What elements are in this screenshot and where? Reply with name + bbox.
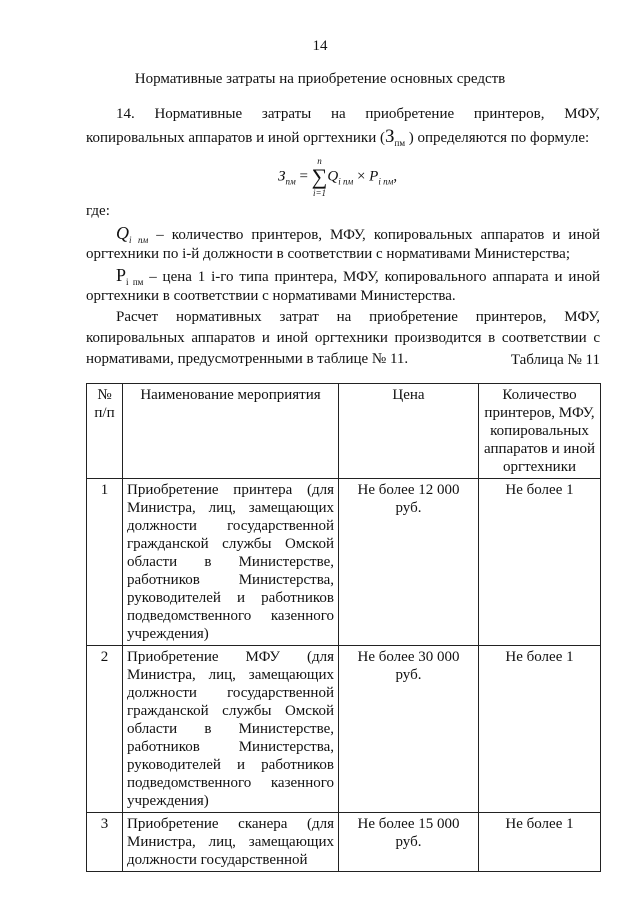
def-p-line-2: оргтехники в соответствии с нормативами Министерства. — [86, 288, 456, 304]
intro-line-2: копировальных аппаратов и иной оргтехники ($З_{пм}$ ) определяются по формуле: — [86, 126, 590, 148]
def-p-line-1: $P_{i пм}$ – цена 1 i-го типа принтера, МФУ, копировального аппарата и иной — [116, 265, 601, 287]
row-qty: Не более 1 — [479, 479, 601, 646]
header-price: Цена — [339, 384, 479, 479]
header-name: Наименование мероприятия — [123, 384, 339, 479]
header-num: № п/п — [87, 384, 123, 479]
table-row — [87, 479, 601, 646]
row-num: 1 — [87, 479, 123, 646]
intro-line-1: 14. Нормативные затраты на приобретение принтеров, МФУ, — [116, 106, 600, 122]
row-price: Не более 15 000 руб. — [339, 813, 479, 872]
calc-line-3: нормативами, предусмотренными в таблице № 11. — [86, 351, 409, 367]
def-q-line-2: оргтехники по i-й должности в соответствии с нормативами Министерства; — [86, 246, 570, 262]
row-num: 3 — [87, 813, 123, 872]
row-name: Приобретение МФУ (для Министра, лиц, замещающих должности государственной гражданской службы Омской области в Министерстве, работников Министерства, руководителей и работников подведомственного казенного учреждения) — [123, 646, 339, 813]
row-qty: Не более 1 — [479, 813, 601, 872]
where-label: где: — [86, 203, 110, 219]
table-row — [87, 813, 601, 872]
row-name: Приобретение принтера (для Министра, лиц, замещающих должности государственной гражданской службы Омской области в Министерстве, работников Министерства, руководителей и работников подведомственного казенного учреждения) — [123, 479, 339, 646]
calc-line-1: Расчет нормативных затрат на приобретение принтеров, МФУ, — [116, 309, 600, 325]
row-name: Приобретение сканера (для Министра, лиц, замещающих должности государственной — [123, 813, 339, 872]
table-row — [87, 646, 601, 813]
row-price: Не более 12 000 руб. — [339, 479, 479, 646]
page-number: 14 — [312, 38, 328, 54]
row-price: Не более 30 000 руб. — [339, 646, 479, 813]
sum-symbol: n ∑ i=1 — [311, 156, 328, 198]
header-qty: Количество принтеров, МФУ, копировальных аппаратов и иной оргтехники — [479, 384, 601, 479]
norms-table — [86, 383, 601, 872]
table-caption: Таблица № 11 — [510, 352, 600, 368]
def-q-line-1: $Q_{i пм}$ – количество принтеров, МФУ, копировальных аппаратов и иной — [116, 223, 601, 245]
section-heading: Нормативные затраты на приобретение основных средств — [134, 71, 506, 87]
row-qty: Не более 1 — [479, 646, 601, 813]
calc-line-2: копировальных аппаратов и иной оргтехники производится в соответствии с — [86, 330, 600, 346]
cost-formula: $З_{пм}$ = n ∑ i=1 $Q_{i пм} \times P_{i пм}$, — [278, 156, 398, 198]
table-header-row — [87, 384, 601, 479]
row-num: 2 — [87, 646, 123, 813]
